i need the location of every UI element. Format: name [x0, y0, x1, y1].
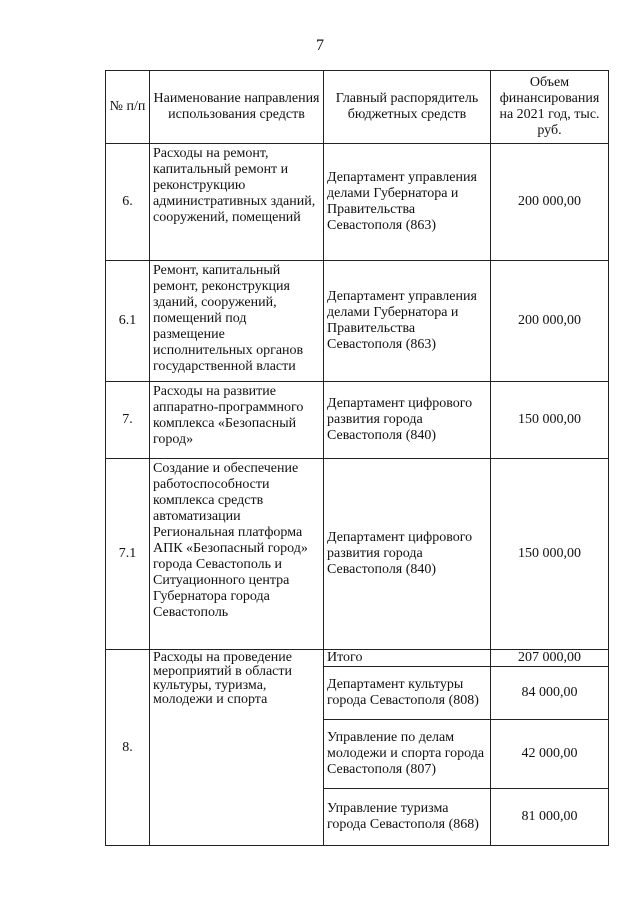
row-dept: Управление по делам молодежи и спорта города Севастополя (807): [324, 720, 491, 789]
row-dept: Департамент управления делами Губернатора и Правительства Севастополя (863): [324, 261, 491, 382]
table-row: [106, 261, 609, 382]
header-amount: Объем финансирования на 2021 год, тыс. руб.: [491, 71, 609, 144]
row-amount: 150 000,00: [491, 382, 609, 459]
row-amount: 42 000,00: [491, 720, 609, 789]
row-amount: 150 000,00: [491, 459, 609, 650]
table-row: [106, 459, 609, 650]
row-num: 7.1: [106, 459, 150, 650]
row-dept: Управление туризма города Севастополя (868): [324, 789, 491, 846]
table-header-row: [106, 71, 609, 144]
row-dept: Департамент управления делами Губернатора и Правительства Севастополя (863): [324, 144, 491, 261]
page-number: 7: [316, 37, 324, 54]
row-name: Расходы на проведение мероприятий в области культуры, туризма, молодежи и спорта: [150, 650, 324, 846]
header-num: № п/п: [106, 71, 150, 144]
row-num: 7.: [106, 382, 150, 459]
table-row: [106, 144, 609, 261]
total-label: Итого: [324, 650, 491, 667]
row-amount: 84 000,00: [491, 667, 609, 720]
row-dept: Департамент цифрового развития города Севастополя (840): [324, 382, 491, 459]
row-name: Ремонт, капитальный ремонт, реконструкция зданий, сооружений, помещений под размещение исполнительных органов государственной власти: [150, 261, 324, 382]
row-dept: Департамент культуры города Севастополя (808): [324, 667, 491, 720]
row-name: Создание и обеспечение работоспособности комплекса средств автоматизации Региональная платформа АПК «Безопасный город» города Севастополь и Ситуационного центра Губернатора города Севастополь: [150, 459, 324, 650]
row-amount: 200 000,00: [491, 144, 609, 261]
table-row: [106, 382, 609, 459]
total-amount: 207 000,00: [491, 650, 609, 667]
header-name: Наименование направления использования средств: [150, 71, 324, 144]
row-name: Расходы на ремонт, капитальный ремонт и реконструкцию административных зданий, сооружений, помещений: [150, 144, 324, 261]
row-name: Расходы на развитие аппаратно-программного комплекса «Безопасный город»: [150, 382, 324, 459]
row-amount: 81 000,00: [491, 789, 609, 846]
row-dept: Департамент цифрового развития города Севастополя (840): [324, 459, 491, 650]
header-dept: Главный распорядитель бюджетных средств: [324, 71, 491, 144]
row-num: 6.1: [106, 261, 150, 382]
row-amount: 200 000,00: [491, 261, 609, 382]
row-num: 8.: [106, 650, 150, 846]
row-num: 6.: [106, 144, 150, 261]
table-row: [106, 650, 609, 667]
budget-table: [105, 70, 609, 846]
